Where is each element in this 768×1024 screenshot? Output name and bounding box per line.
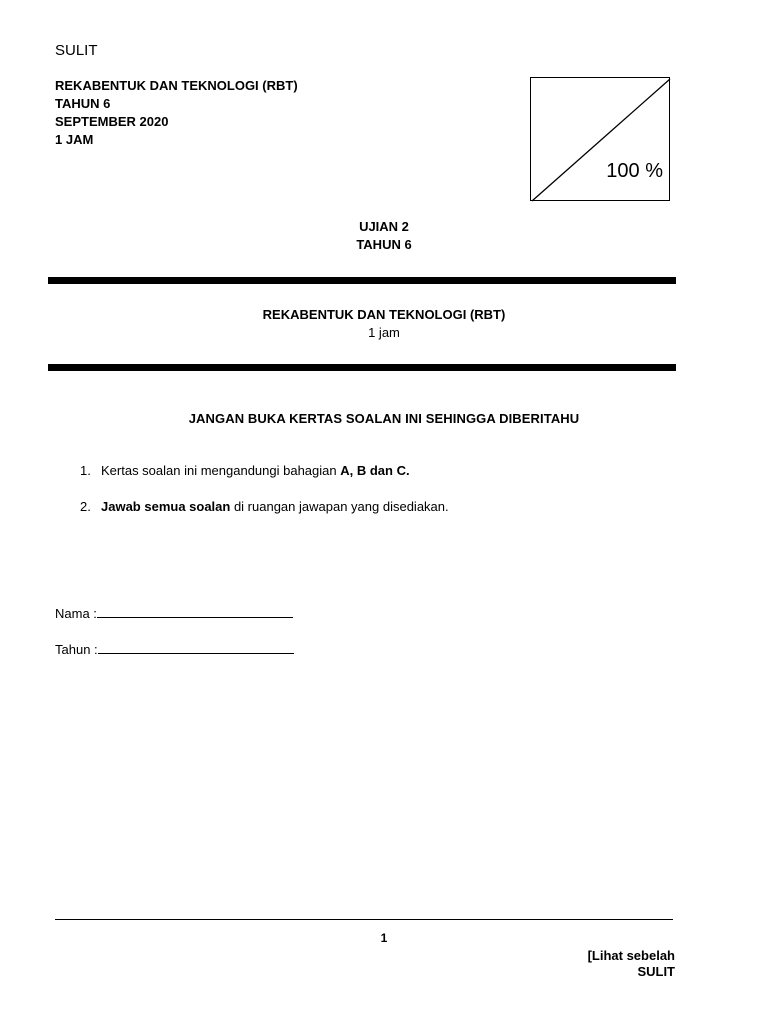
instruction-item [80, 499, 449, 514]
year-blank-line[interactable] [98, 641, 294, 654]
header-subject: REKABENTUK DAN TEKNOLOGI (RBT) [55, 78, 298, 93]
instruction-text: Kertas soalan ini mengandungi bahagian [101, 463, 341, 478]
divider-top [48, 277, 676, 284]
exam-title-block [0, 218, 768, 254]
exam-title: UJIAN 2 [359, 219, 409, 234]
name-label: Nama : [55, 606, 97, 621]
header-year: TAHUN 6 [55, 96, 111, 111]
year-label: Tahun : [55, 642, 98, 657]
warning-text: JANGAN BUKA KERTAS SOALAN INI SEHINGGA DIBERITAHU [188, 411, 580, 426]
classification-bottom: SULIT [637, 964, 675, 979]
instruction-bold: A, B dan C. [340, 463, 410, 478]
score-box [530, 77, 670, 201]
year-field [55, 641, 294, 657]
footer-divider [55, 919, 673, 920]
header-date: SEPTEMBER 2020 [55, 114, 169, 129]
header-duration: 1 JAM [55, 132, 94, 147]
classification-top: SULIT [55, 42, 98, 59]
instruction-number: 2. [80, 499, 91, 514]
instruction-text-after: di ruangan jawapan yang disediakan. [230, 499, 449, 514]
subject-title: REKABENTUK DAN TEKNOLOGI (RBT) [262, 307, 506, 322]
header-info [55, 77, 298, 149]
name-blank-line[interactable] [97, 605, 293, 618]
footer-right [588, 948, 675, 980]
instruction-bold: Jawab semua soalan [101, 499, 231, 514]
diagonal-line [531, 78, 671, 202]
next-page-note: [Lihat sebelah [587, 948, 675, 963]
instruction-item [80, 463, 410, 478]
instruction-number: 1. [80, 463, 91, 478]
subject-duration: 1 jam [368, 325, 400, 340]
score-text: 100 % [606, 160, 663, 182]
page-number: 1 [380, 931, 388, 945]
name-field [55, 605, 293, 621]
exam-year: TAHUN 6 [356, 237, 412, 252]
subject-block [0, 306, 768, 342]
divider-bottom [48, 364, 676, 371]
